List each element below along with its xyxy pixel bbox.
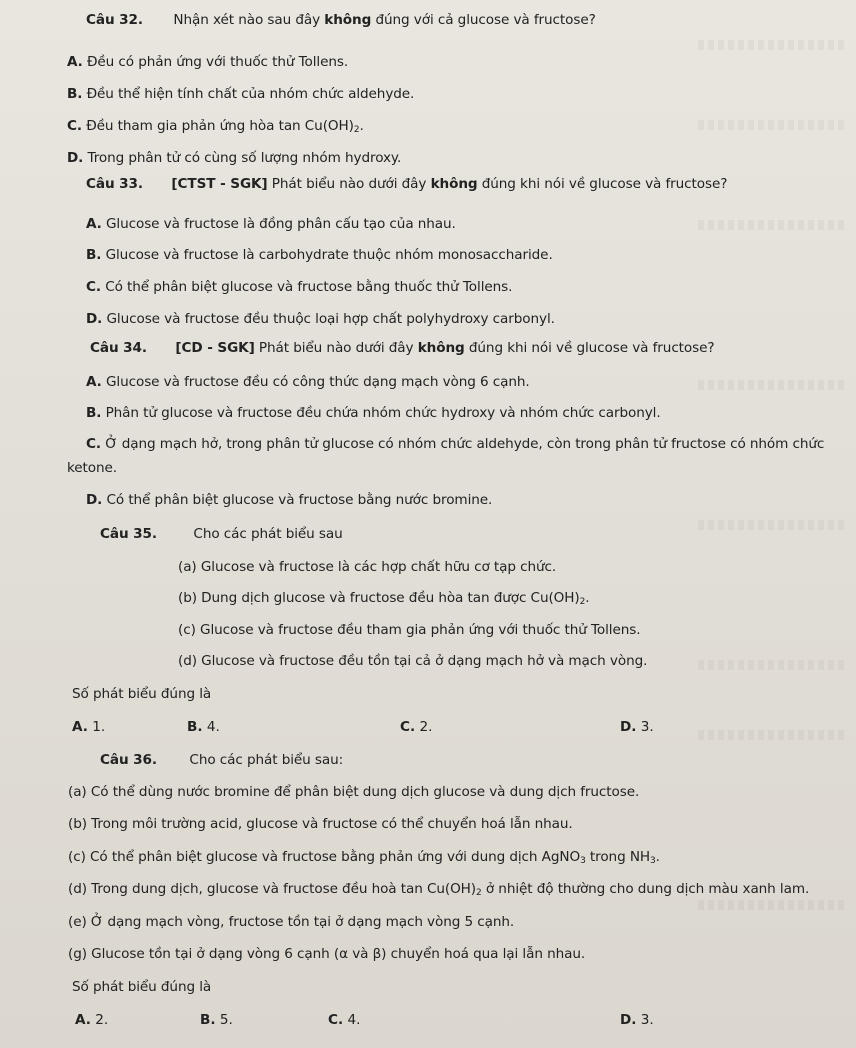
question-36-statement-d: (d) Trong dung dịch, glucose và fructose đều hoà $\tan Cu(OH)_2$ ở nhiệt độ thường cho dung dịch màu xanh lam.	[68, 881, 810, 898]
question-35-statement-c: (c) Glucose và fructose đều tham gia phản ứng với thuốc thử Tollens.	[178, 622, 641, 638]
bleed-through-texture	[698, 380, 848, 390]
question-36-answer-b: B. 5.	[200, 1012, 233, 1028]
question-34-option-b: B. Phân tử glucose và fructose đều chứa nhóm chức hydroxy và nhóm chức carbonyl.	[86, 405, 661, 421]
question-35-answer-c: C. 2.	[400, 719, 433, 735]
question-36-statement-a: (a) Có thể dùng nước bromine để phân biệt dung dịch glucose và dung dịch fructose.	[68, 784, 640, 800]
question-number: Câu 36.	[100, 752, 157, 768]
question-35-answer-d: D. 3.	[620, 719, 654, 735]
question-34-option-d: D. Có thể phân biệt glucose và fructose bằng nước bromine.	[86, 492, 493, 508]
question-35-answer-b: B. 4.	[187, 719, 220, 735]
question-32-option-d: D. Trong phân tử có cùng số lượng nhóm hydroxy.	[67, 150, 402, 166]
question-34-option-a: A. Glucose và fructose đều có công thức dạng mạch vòng 6 cạnh.	[86, 374, 530, 390]
question-33-option-b: B. Glucose và fructose là carbohydrate thuộc nhóm monosaccharide.	[86, 247, 553, 263]
question-36-answer-c: C. 4.	[328, 1012, 361, 1028]
question-33-option-d: D. Glucose và fructose đều thuộc loại hợp chất polyhydroxy carbonyl.	[86, 311, 555, 327]
question-36-prompt: Số phát biểu đúng là	[72, 979, 212, 995]
question-36-statement-b: (b) Trong môi trường acid, glucose và fructose có thể chuyển hoá lẫn nhau.	[68, 816, 573, 832]
question-32-option-c: C. Đều tham gia phản ứng hòa $\tan Cu(OH)_2$.	[67, 118, 364, 135]
question-32-option-b: B. Đều thể hiện tính chất của nhóm chức aldehyde.	[67, 86, 415, 102]
question-number: Câu 32.	[86, 12, 143, 28]
question-36-statement-e: (e) Ở dạng mạch vòng, fructose tồn tại ở dạng mạch vòng 5 cạnh.	[68, 914, 515, 930]
question-34-option-c-continued: ketone.	[67, 460, 117, 476]
question-36-answer-a: A. 2.	[75, 1012, 109, 1028]
question-35-answer-a: A. 1.	[72, 719, 106, 735]
question-34-stem: Câu 34. [CD - SGK] Phát biểu nào dưới đây không đúng khi nói về glucose và fructose?	[90, 340, 715, 356]
question-35-statement-d: (d) Glucose và fructose đều tồn tại cả ở dạng mạch hở và mạch vòng.	[178, 653, 648, 669]
question-32-stem: Câu 32. Nhận xét nào sau đây không đúng với cả glucose và fructose?	[86, 12, 596, 28]
question-34-option-c: C. Ở dạng mạch hở, trong phân tử glucose có nhóm chức aldehyde, còn trong phân tử fructose có nhóm chức	[86, 436, 825, 452]
question-number: Câu 33.	[86, 176, 143, 192]
bleed-through-texture	[698, 220, 848, 230]
question-33-option-c: C. Có thể phân biệt glucose và fructose bằng thuốc thử Tollens.	[86, 279, 513, 295]
question-number: Câu 35.	[100, 526, 157, 542]
source-tag: [CD - SGK]	[175, 340, 255, 356]
bleed-through-texture	[698, 520, 848, 530]
question-33-option-a: A. Glucose và fructose là đồng phân cấu tạo của nhau.	[86, 216, 456, 232]
bleed-through-texture	[698, 660, 848, 670]
bleed-through-texture	[698, 900, 848, 910]
question-35-prompt: Số phát biểu đúng là	[72, 686, 212, 702]
question-36-stem: Câu 36. Cho các phát biểu sau:	[100, 752, 344, 768]
question-35-stem: Câu 35. Cho các phát biểu sau	[100, 526, 343, 542]
question-36-answer-d: D. 3.	[620, 1012, 654, 1028]
question-36-statement-c: (c) Có thể phân biệt glucose và fructose bằng phản ứng với dung dịch AgNO$_3$ trong $NH_3$.	[68, 849, 660, 866]
bleed-through-texture	[698, 120, 848, 130]
question-33-stem: Câu 33. [CTST - SGK] Phát biểu nào dưới đây không đúng khi nói về glucose và fructose?	[86, 176, 728, 192]
question-number: Câu 34.	[90, 340, 147, 356]
source-tag: [CTST - SGK]	[171, 176, 268, 192]
question-36-statement-g: (g) Glucose tồn tại ở dạng vòng 6 cạnh (α và β) chuyển hoá qua lại lẫn nhau.	[68, 946, 586, 962]
question-32-option-a: A. Đều có phản ứng với thuốc thử Tollens.	[67, 54, 349, 70]
bleed-through-texture	[698, 730, 848, 740]
question-35-statement-a: (a) Glucose và fructose là các hợp chất hữu cơ tạp chức.	[178, 559, 557, 575]
bleed-through-texture	[698, 40, 848, 50]
question-35-statement-b: (b) Dung dịch glucose và fructose đều hòa tan được $Cu(OH)_2$.	[178, 590, 590, 607]
